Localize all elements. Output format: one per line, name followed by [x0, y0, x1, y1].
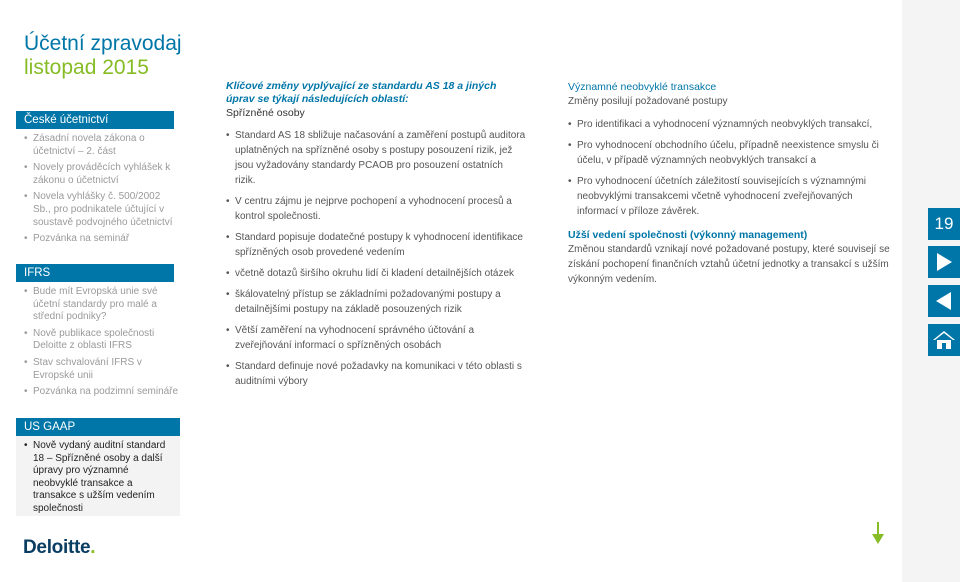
triangle-left-icon — [936, 292, 952, 310]
column2-heading-1: Významné neobvyklé transakce — [568, 81, 717, 93]
column1-heading: Klíčové změny vyplývající ze standardu AS 18 a jiných úprav se týkají následujících oblastí: — [226, 80, 497, 105]
list-item: • Větší zaměření na vyhodnocení správného účtování a zveřejňování informací o spřízněných osobách — [226, 323, 526, 353]
list-item: • škálovatelný přístup se základními požadovanými postupy a detailnějšími postupy na základě posouzených rizik — [226, 287, 526, 317]
list-item: • V centru zájmu je nejprve pochopení a vyhodnocení procesů a kontrol společnosti. — [226, 194, 526, 224]
section-heading-ifrs[interactable]: IFRS — [16, 264, 174, 282]
list-item: • Standard AS 18 sbližuje načasování a zaměření postupů auditora uplatněných na spřízněné osoby s postupy posouzení rizik, jež jsou vyžadovány standardy PCAOB pro posouzení ostatních rizik. — [226, 128, 526, 188]
nav-item[interactable]: • Novely prováděcích vyhlášek k zákonu o účetnictví — [24, 162, 180, 187]
section-heading-usgaap[interactable]: US GAAP — [16, 418, 180, 436]
logo-dot: . — [90, 537, 96, 558]
column1-list — [226, 128, 526, 389]
nav-item[interactable]: • Zásadní novela zákona o účetnictví – 2. část — [24, 133, 180, 158]
list-item: • Standard definuje nové požadavky na komunikaci v této oblasti s auditními výbory — [226, 359, 526, 389]
column2-heading-2: Užší vedení společnosti (výkonný management) — [568, 229, 808, 241]
nav-item[interactable]: • Pozvánka na podzimní semináře — [24, 386, 180, 399]
deloitte-logo — [23, 537, 95, 559]
list-item: • Pro vyhodnocení obchodního účelu, případně neexistence smyslu či účelu, v případě významných neobvyklých transakcí a — [568, 138, 893, 168]
home-button[interactable] — [928, 324, 960, 356]
nav-item-active[interactable]: • Nově vydaný auditní standard 18 – Spřízněné osoby a další úpravy pro významné neobvyklé transakce a transakce s užším vedením společnosti — [24, 440, 174, 516]
nav-list-ifrs — [24, 286, 180, 403]
nav-list-czech — [24, 133, 180, 250]
nav-item[interactable]: • Nově publikace společnosti Deloitte z oblasti IFRS — [24, 328, 180, 353]
column2-list — [568, 117, 893, 219]
column2-subheading-1: Změny posilují požadované postupy — [568, 96, 728, 107]
content-column-2 — [568, 80, 893, 287]
nav-item[interactable]: • Stav schvalování IFRS v Evropské unii — [24, 357, 180, 382]
section-heading-czech[interactable]: České účetnictví — [16, 111, 174, 129]
page-number: 19 — [928, 208, 960, 240]
list-item: • Pro vyhodnocení účetních záležitostí souvisejících s významnými neobvyklými transakcemi včetně vyhodnocení zveřejňovaných informací v příloze závěrek. — [568, 174, 893, 219]
nav-item[interactable]: • Pozvánka na seminář — [24, 233, 180, 246]
content-column-1 — [226, 80, 526, 395]
arrow-down-icon[interactable] — [872, 522, 884, 544]
sidebar — [0, 0, 196, 582]
triangle-right-icon — [936, 253, 952, 271]
page-title — [24, 32, 182, 80]
column1-subheading: Spřízněné osoby — [226, 107, 305, 119]
logo-text: Deloitte — [23, 537, 91, 558]
list-item: • včetně dotazů širšího okruhu lidí či kladení detailnějších otázek — [226, 266, 526, 281]
nav-item[interactable]: • Bude mít Evropská unie své účetní standardy pro malé a střední podniky? — [24, 286, 180, 324]
column2-paragraph-2: Změnou standardů vznikají nové požadované postupy, které souvisejí se získání pochopení finančních vztahů účetní jednotky a transakcí s užším výkonným vedením. — [568, 244, 890, 285]
nav-list-usgaap — [24, 440, 174, 520]
nav-item[interactable]: • Novela vyhlášky č. 500/2002 Sb., pro podnikatele účtující v soustavě podvojného účetnictví — [24, 191, 180, 229]
title-line-2: listopad 2015 — [24, 56, 149, 79]
list-item: • Standard popisuje dodatečné postupy k vyhodnocení identifikace spřízněných osob provedené vedením — [226, 230, 526, 260]
list-item: • Pro identifikaci a vyhodnocení významných neobvyklých transakcí, — [568, 117, 893, 132]
next-page-button[interactable] — [928, 246, 960, 278]
home-icon — [932, 330, 956, 350]
title-line-1: Účetní zpravodaj — [24, 32, 182, 55]
previous-page-button[interactable] — [928, 285, 960, 317]
